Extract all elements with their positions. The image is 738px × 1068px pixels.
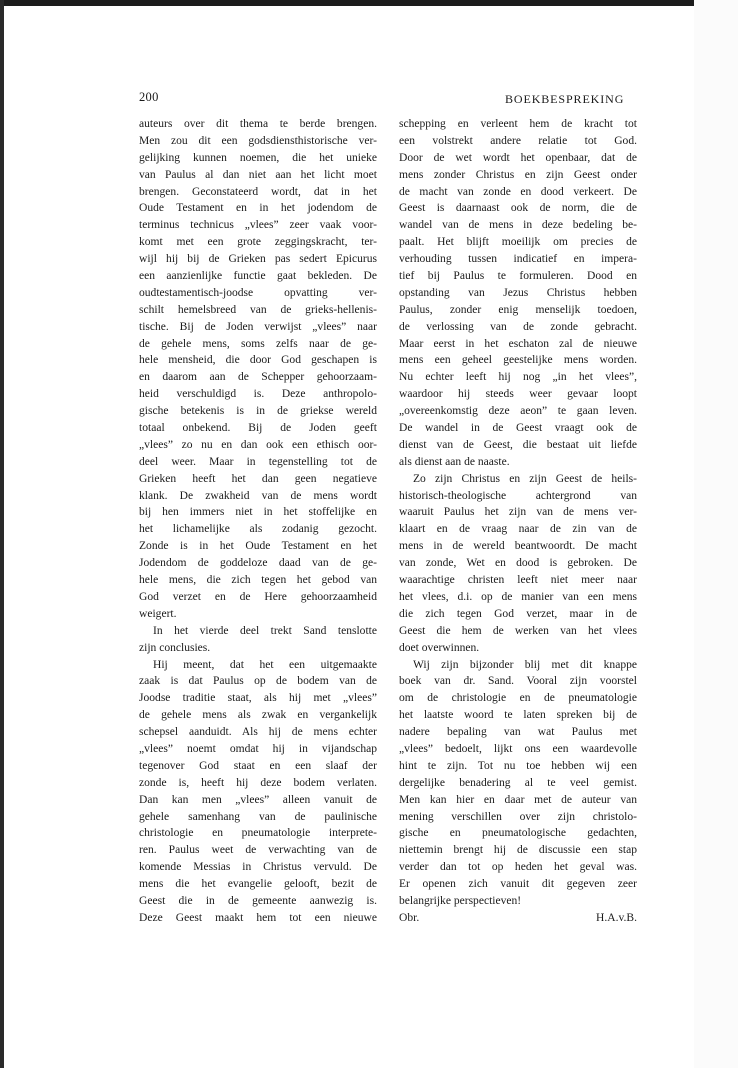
text-line: dergelijke benadering al te veel gemist.	[399, 776, 637, 789]
text-line: Deze Geest maakt hem tot een nieuwe	[139, 911, 377, 924]
text-line: gische en pneumatologische gedachten,	[399, 827, 637, 840]
scan-right-margin	[694, 0, 738, 1068]
text-line: opstanding van Jezus Christus hebben	[399, 286, 637, 299]
text-line: „vlees” zo nu en dan ook een ethisch oor-	[139, 438, 377, 451]
text-line: Grieken heeft het dan geen negatieve	[139, 472, 377, 485]
text-line: brengen. Geconstateerd wordt, dat in het	[139, 185, 377, 198]
text-line: Men kan hier en daar met de auteur van	[399, 793, 637, 806]
text-line: wijl hij bij de Grieken pas sedert Epicurus	[139, 253, 377, 266]
left-text-column	[139, 116, 377, 927]
text-line: tief bij Paulus te formuleren. Dood en	[399, 270, 637, 283]
text-line: het lichamelijke als zodanig gezocht.	[139, 523, 377, 536]
text-line: tische. Bij de Joden verwijst „vlees” naar	[139, 320, 377, 333]
scan-left-edge	[0, 0, 4, 1068]
text-line: en daarom aan de Schepper gehoorzaam-	[139, 371, 377, 384]
text-line: Jodendom de goddeloze daad van de ge-	[139, 557, 377, 570]
text-line: Paulus, zonder enig menselijk toedoen,	[399, 303, 637, 316]
text-line: deel weer. Maar in tegenstelling tot de	[139, 455, 377, 468]
text-line: Geest die hem de werken van het vlees	[399, 624, 637, 637]
text-line: Zo zijn Christus en zijn Geest de heils-	[413, 472, 637, 485]
text-line: belangrijke perspectieven!	[399, 894, 522, 907]
text-line: „vlees” bedoelt, lijkt ons een waardevolle	[399, 742, 637, 755]
text-line: van zonde, Wet en dood is gebroken. De	[399, 557, 637, 570]
signature-place: Obr.	[399, 911, 420, 924]
text-line: tegenover God staat en een slaaf der	[139, 759, 377, 772]
text-line: dienst van de Geest, die bestaat uit liefde	[399, 438, 637, 451]
text-line: nadere bepaling van wat Paulus met	[399, 726, 637, 739]
text-line: het vlees, d.i. op de manier van een mens	[399, 590, 637, 603]
text-line: een volstrekt andere relatie tot God.	[399, 134, 637, 147]
text-line: de gehele mens, soms zelfs naar de ge-	[139, 337, 377, 350]
text-line: Zonde is in het Oude Testament en het	[139, 540, 377, 553]
text-line: God verzet en de Here gehoorzaamheid	[139, 590, 377, 603]
text-line: paalt. Het blijft moeilijk om precies de	[399, 236, 637, 249]
text-line: hele mensheid, die door God geschapen is	[139, 354, 377, 367]
text-line: het laatste woord te laten spreken bij de	[399, 709, 637, 722]
text-line: schilt hemelsbreed van de grieks-hellenis-	[139, 303, 377, 316]
text-line: gehele samenhang van de paulinische	[139, 810, 377, 823]
text-line: Geest is daarnaast ook de norm, die de	[399, 202, 637, 215]
review-signature	[399, 910, 637, 927]
text-line: historisch-theologische achtergrond van	[399, 489, 637, 502]
right-text-column	[399, 116, 637, 927]
text-line: schepsel aanduidt. Als hij de mens echter	[139, 726, 377, 739]
text-line: weigert.	[139, 607, 177, 620]
text-line: Joodse traditie staat, als hij met „vlees”	[139, 692, 377, 705]
text-line: ren. Paulus weet de verwachting van de	[139, 844, 377, 857]
text-line: Geest die in de gemeente aanwezig is.	[139, 894, 377, 907]
text-line: „vlees” noemt omdat hij in vijandschap	[139, 742, 377, 755]
text-line: de macht van zonde en dood verkeert. De	[399, 185, 637, 198]
text-line: die zich tegen God verzet, maar in de	[399, 607, 637, 620]
text-line: boek van dr. Sand. Vooral zijn voorstel	[399, 675, 637, 688]
text-line: de verlossing van de zonde gebracht.	[399, 320, 637, 333]
text-line: mening verschillen over zijn christolo-	[399, 810, 637, 823]
text-line: gische betekenis is in de griekse wereld	[139, 405, 377, 418]
text-line: Hij meent, dat het een uitgemaakte	[153, 658, 377, 671]
text-line: verhouding tussen indicatief en impera-	[399, 253, 637, 266]
text-line: zonde is, heeft hij deze bodem verlaten.	[139, 776, 377, 789]
text-line: niettemin brengt hij de discussie een stap	[399, 844, 637, 857]
text-line: De wandel in de Geest vraagt ook de	[399, 422, 637, 435]
text-line: waaruit Paulus het zijn van de mens ver-	[399, 506, 637, 519]
text-line: als dienst aan de naaste.	[399, 455, 510, 468]
text-line: een aanzienlijke functie gaat bekleden. De	[139, 270, 377, 283]
text-line: om de christologie en de pneumatologie	[399, 692, 637, 705]
text-line: zijn conclusies.	[139, 641, 211, 654]
text-line: auteurs over dit thema te berde brengen.	[139, 118, 377, 130]
text-line: Maar eerst in het eschaton zal de nieuwe	[399, 337, 637, 350]
text-line: Oude Testament en in het jodendom de	[139, 202, 377, 215]
text-line: mens zonder Christus en zijn Geest onder	[399, 168, 637, 181]
page-number: 200	[139, 90, 159, 104]
text-line: verder dan tot op heden het geval was.	[399, 861, 637, 874]
text-line: Er openen zich vanuit dit gegeven zeer	[399, 878, 637, 891]
text-line: Men zou dit een godsdiensthistorische ver-	[139, 134, 377, 147]
text-line: „overeenkomstig deze aeon” te gaan leven.	[399, 405, 637, 418]
text-line: van Paulus al dan niet aan het licht moet	[139, 168, 377, 181]
text-line: Door de wet wordt het openbaar, dat de	[399, 151, 637, 164]
text-line: Dan kan men „vlees” alleen vanuit de	[139, 793, 377, 806]
text-line: hint te zijn. Tot nu toe hebben wij een	[399, 759, 637, 772]
text-line: Nu echter leeft hij nog „in het vlees”,	[399, 371, 637, 384]
signature-initials: H.A.v.B.	[596, 911, 637, 924]
text-line: gelijking kunnen noemen, die het unieke	[139, 151, 377, 164]
text-line: mens een geheel geestelijke mens worden.	[399, 354, 637, 367]
text-line: totaal onbekend. Bij de Joden geeft	[139, 422, 377, 435]
text-line: klaart en de vraag naar de zin van de	[399, 523, 637, 536]
text-line: Wij zijn bijzonder blij met dit knappe	[413, 658, 637, 671]
text-line: bij hen immers niet in het stoffelijke en	[139, 506, 377, 519]
text-line: zaak is dat Paulus op de bodem van de	[139, 675, 377, 688]
text-line: komende Messias in Christus vervuld. De	[139, 861, 377, 874]
text-line: schepping en verleent hem de kracht tot	[399, 118, 637, 130]
text-line: mens in de wereld beantwoordt. De macht	[399, 540, 637, 553]
text-line: heid verschuldigd is. Deze anthropolo-	[139, 388, 377, 401]
text-line: oudtestamentisch-joodse opvatting ver-	[139, 286, 377, 299]
text-line: doet overwinnen.	[399, 641, 480, 654]
text-line: wandel van de mens in deze bedeling be-	[399, 219, 637, 232]
text-line: de gehele mens als zwak en vergankelijk	[139, 709, 377, 722]
text-line: waardoor hij steeds weer gevaar loopt	[399, 388, 637, 401]
scan-top-border	[0, 0, 738, 6]
text-line: mens die het evangelie gelooft, bezit de	[139, 878, 377, 891]
text-line: waarachtige christen leeft niet meer naar	[399, 574, 637, 587]
text-line: In het vierde deel trekt Sand tenslotte	[153, 624, 377, 637]
text-line: hele mens, die zich tegen het gebod van	[139, 574, 377, 587]
text-line: christologie en pneumatologie interprete-	[139, 827, 377, 840]
running-head: BOEKBESPREKING	[505, 92, 625, 106]
text-line: terminus technicus „vlees” zeer vaak voor-	[139, 219, 377, 232]
text-line: klank. De zwakheid van de mens wordt	[139, 489, 377, 502]
text-line: komt met een grote zeggingskracht, ter-	[139, 236, 377, 249]
